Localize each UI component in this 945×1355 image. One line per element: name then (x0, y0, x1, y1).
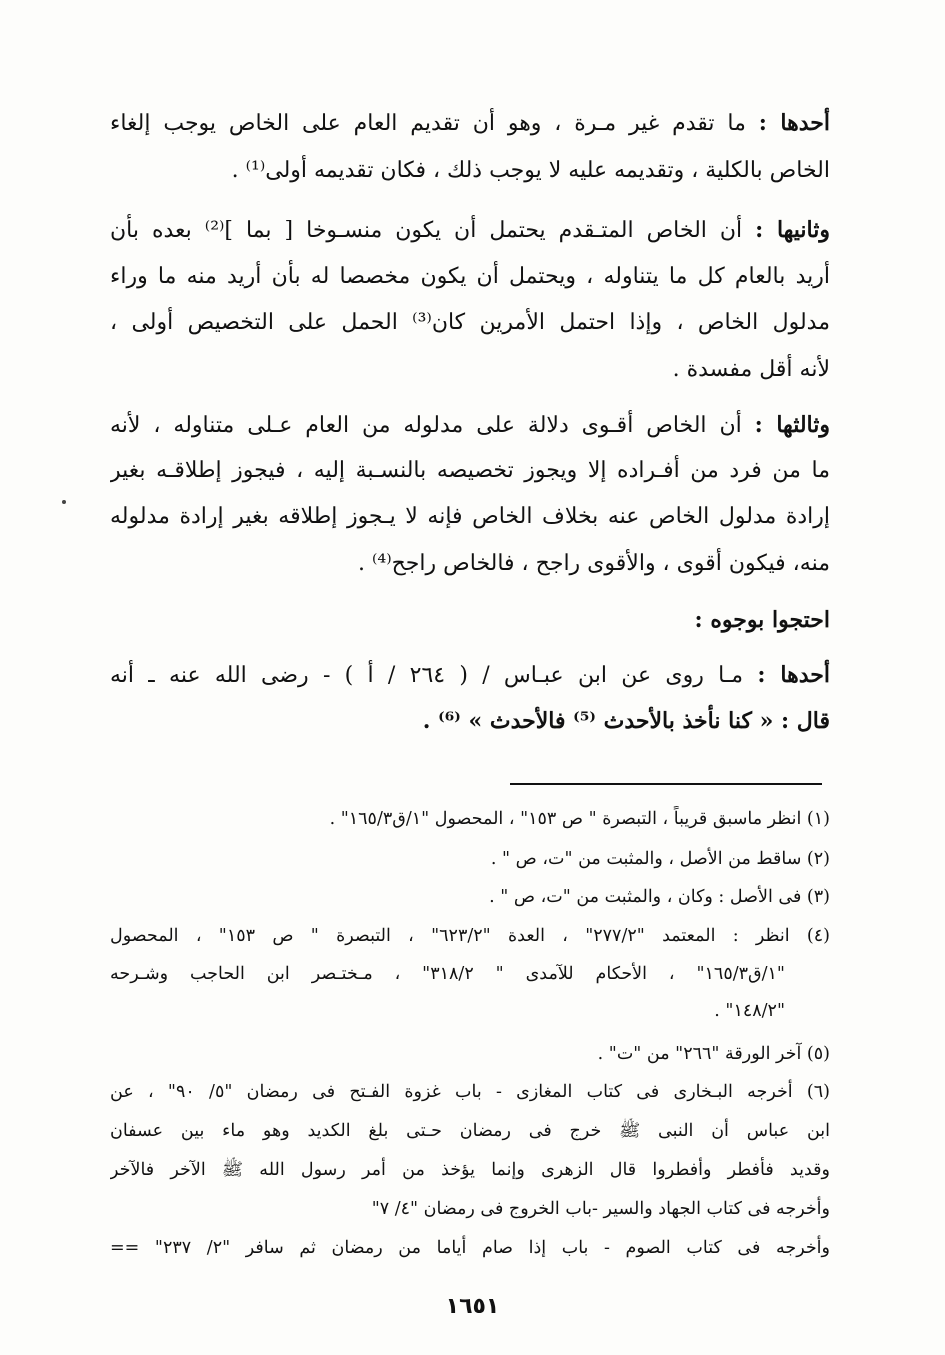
footnote-4-line-2: "١/ق١٦٥/٣" ، الأحكام للآمدى " ٣١٨/٢" ، مـختـصر ابن الحاجب وشـرحه (110, 964, 785, 984)
footnote-6-line-3: وقديد فأفطر وأفطروا قال الزهرى وإنما يؤخذ من أمر رسول الله ﷺ الآخر فالآخر (110, 1160, 830, 1180)
paragraph-3-text: أن الخاص أقـوى دلالة على مدلوله من العام عـلى متناوله ، لأنه (110, 413, 742, 438)
paragraph-5-quote: قال : « كنا نأخذ بالأحدث ⁽⁵⁾ فالأحدث » ⁽⁶⁾ . (422, 708, 830, 734)
paragraph-1-line-1 (110, 106, 830, 140)
paragraph-2-lead: وثانيها : (755, 217, 830, 243)
paragraph-3-lead: وثالثها : (754, 412, 830, 438)
paragraph-4-line-1 (110, 603, 830, 637)
paragraph-1-line-2: الخاص بالكلية ، وتقديمه عليه لا يوجب ذلك ، فكان تقديمه أولى⁽¹⁾ . (231, 158, 830, 183)
paragraph-3-line-4: منه، فيكون أقوى ، والأقوى راجح ، فالخاص راجح⁽⁴⁾ . (357, 551, 830, 576)
footnote-4-line-1: (٤) انظر : المعتمد "٢٧٧/٢" ، العدة "٦٢٣/٢" ، التبصرة " ص ١٥٣" ، المحصول (110, 926, 830, 946)
paragraph-5-line-1 (110, 658, 830, 692)
paragraph-2-line-4: لأنه أقل مفسدة . (672, 357, 830, 382)
scan-speck (62, 500, 66, 504)
footnote-6-line-4: وأخرجه فى كتاب الجهاد والسير -باب الخروج فى رمضان "٤/ ٧" (371, 1199, 830, 1219)
paragraph-3-line-1 (110, 408, 830, 442)
paragraph-4-heading: احتجوا بوجوه : (694, 607, 830, 633)
footnote-6-line-5: وأخرجه فى كتاب الصوم - باب إذا صام أياما من رمضان ثم سافر "٢/ ٢٣٧" == (110, 1238, 830, 1258)
paragraph-3-line-2: ما من فرد من أفـراده إلا ويجوز تخصيصه بالنسـبة إليه ، فيجوز إطلاقـه بغير (110, 458, 830, 483)
paragraph-3-line-3: إرادة مدلول الخاص عنه بخلاف الخاص فإنه لا يـجوز إطلاقه بغير إرادة مدلوله (110, 504, 830, 529)
footnote-separator (510, 783, 822, 785)
footnote-6-line-2: ابن عباس أن النبى ﷺ خرج فى رمضان حـتى بلغ الكديد وهو ماء بين عسفان (110, 1121, 830, 1141)
footnote-3: (٣) فى الأصل : وكان ، والمثبت من "ت، ص " . (489, 887, 830, 907)
paragraph-5-text: مـا روى عن ابن عبـاس / ( ٢٦٤ / أ ) - رضى الله عنه ـ أنه (110, 663, 744, 688)
paragraph-2-line-2: أريد بالعام كل ما يتناوله ، ويحتمل أن يكون مخصصا له بأن أريد منه ما وراء (110, 264, 830, 289)
paragraph-5-line-2 (110, 704, 830, 738)
page-number: ١٦٥١ (445, 1294, 500, 1319)
paragraph-5-lead: أحدها : (757, 662, 830, 688)
footnote-6-line-1: (٦) أخرجه البـخارى فى كتاب المغازى - باب غزوة الفـتح فى رمضان "٥/ ٩٠" ، عن (110, 1082, 830, 1102)
paragraph-2-line-3: مدلول الخاص ، وإذا احتمل الأمرين كان⁽³⁾ الحمل على التخصيص أولى ، (110, 310, 830, 335)
paragraph-1-text: ما تقدم غير مـرة ، وهو أن تقديم العام على الخاص يوجب إلغاء (110, 111, 746, 136)
paragraph-1-lead: أحدها : (758, 110, 830, 136)
paragraph-2-text: أن الخاص المتـقدم يحتمل أن يكون منسـوخا [ بما ]⁽²⁾ بعده بأن (110, 218, 743, 243)
footnote-2: (٢) ساقط من الأصل ، والمثبت من "ت، ص " . (490, 849, 830, 869)
footnote-1: (١) انظر ماسبق قريباً ، التبصرة " ص ١٥٣" ، المحصول "١/ق١٦٥/٣" . (329, 809, 830, 829)
paragraph-2-line-1 (110, 213, 830, 247)
footnote-5: (٥) آخر الورقة "٢٦٦" من "ت" . (597, 1044, 830, 1064)
footnote-4-line-3: "١٤٨/٢" . (714, 1001, 785, 1021)
